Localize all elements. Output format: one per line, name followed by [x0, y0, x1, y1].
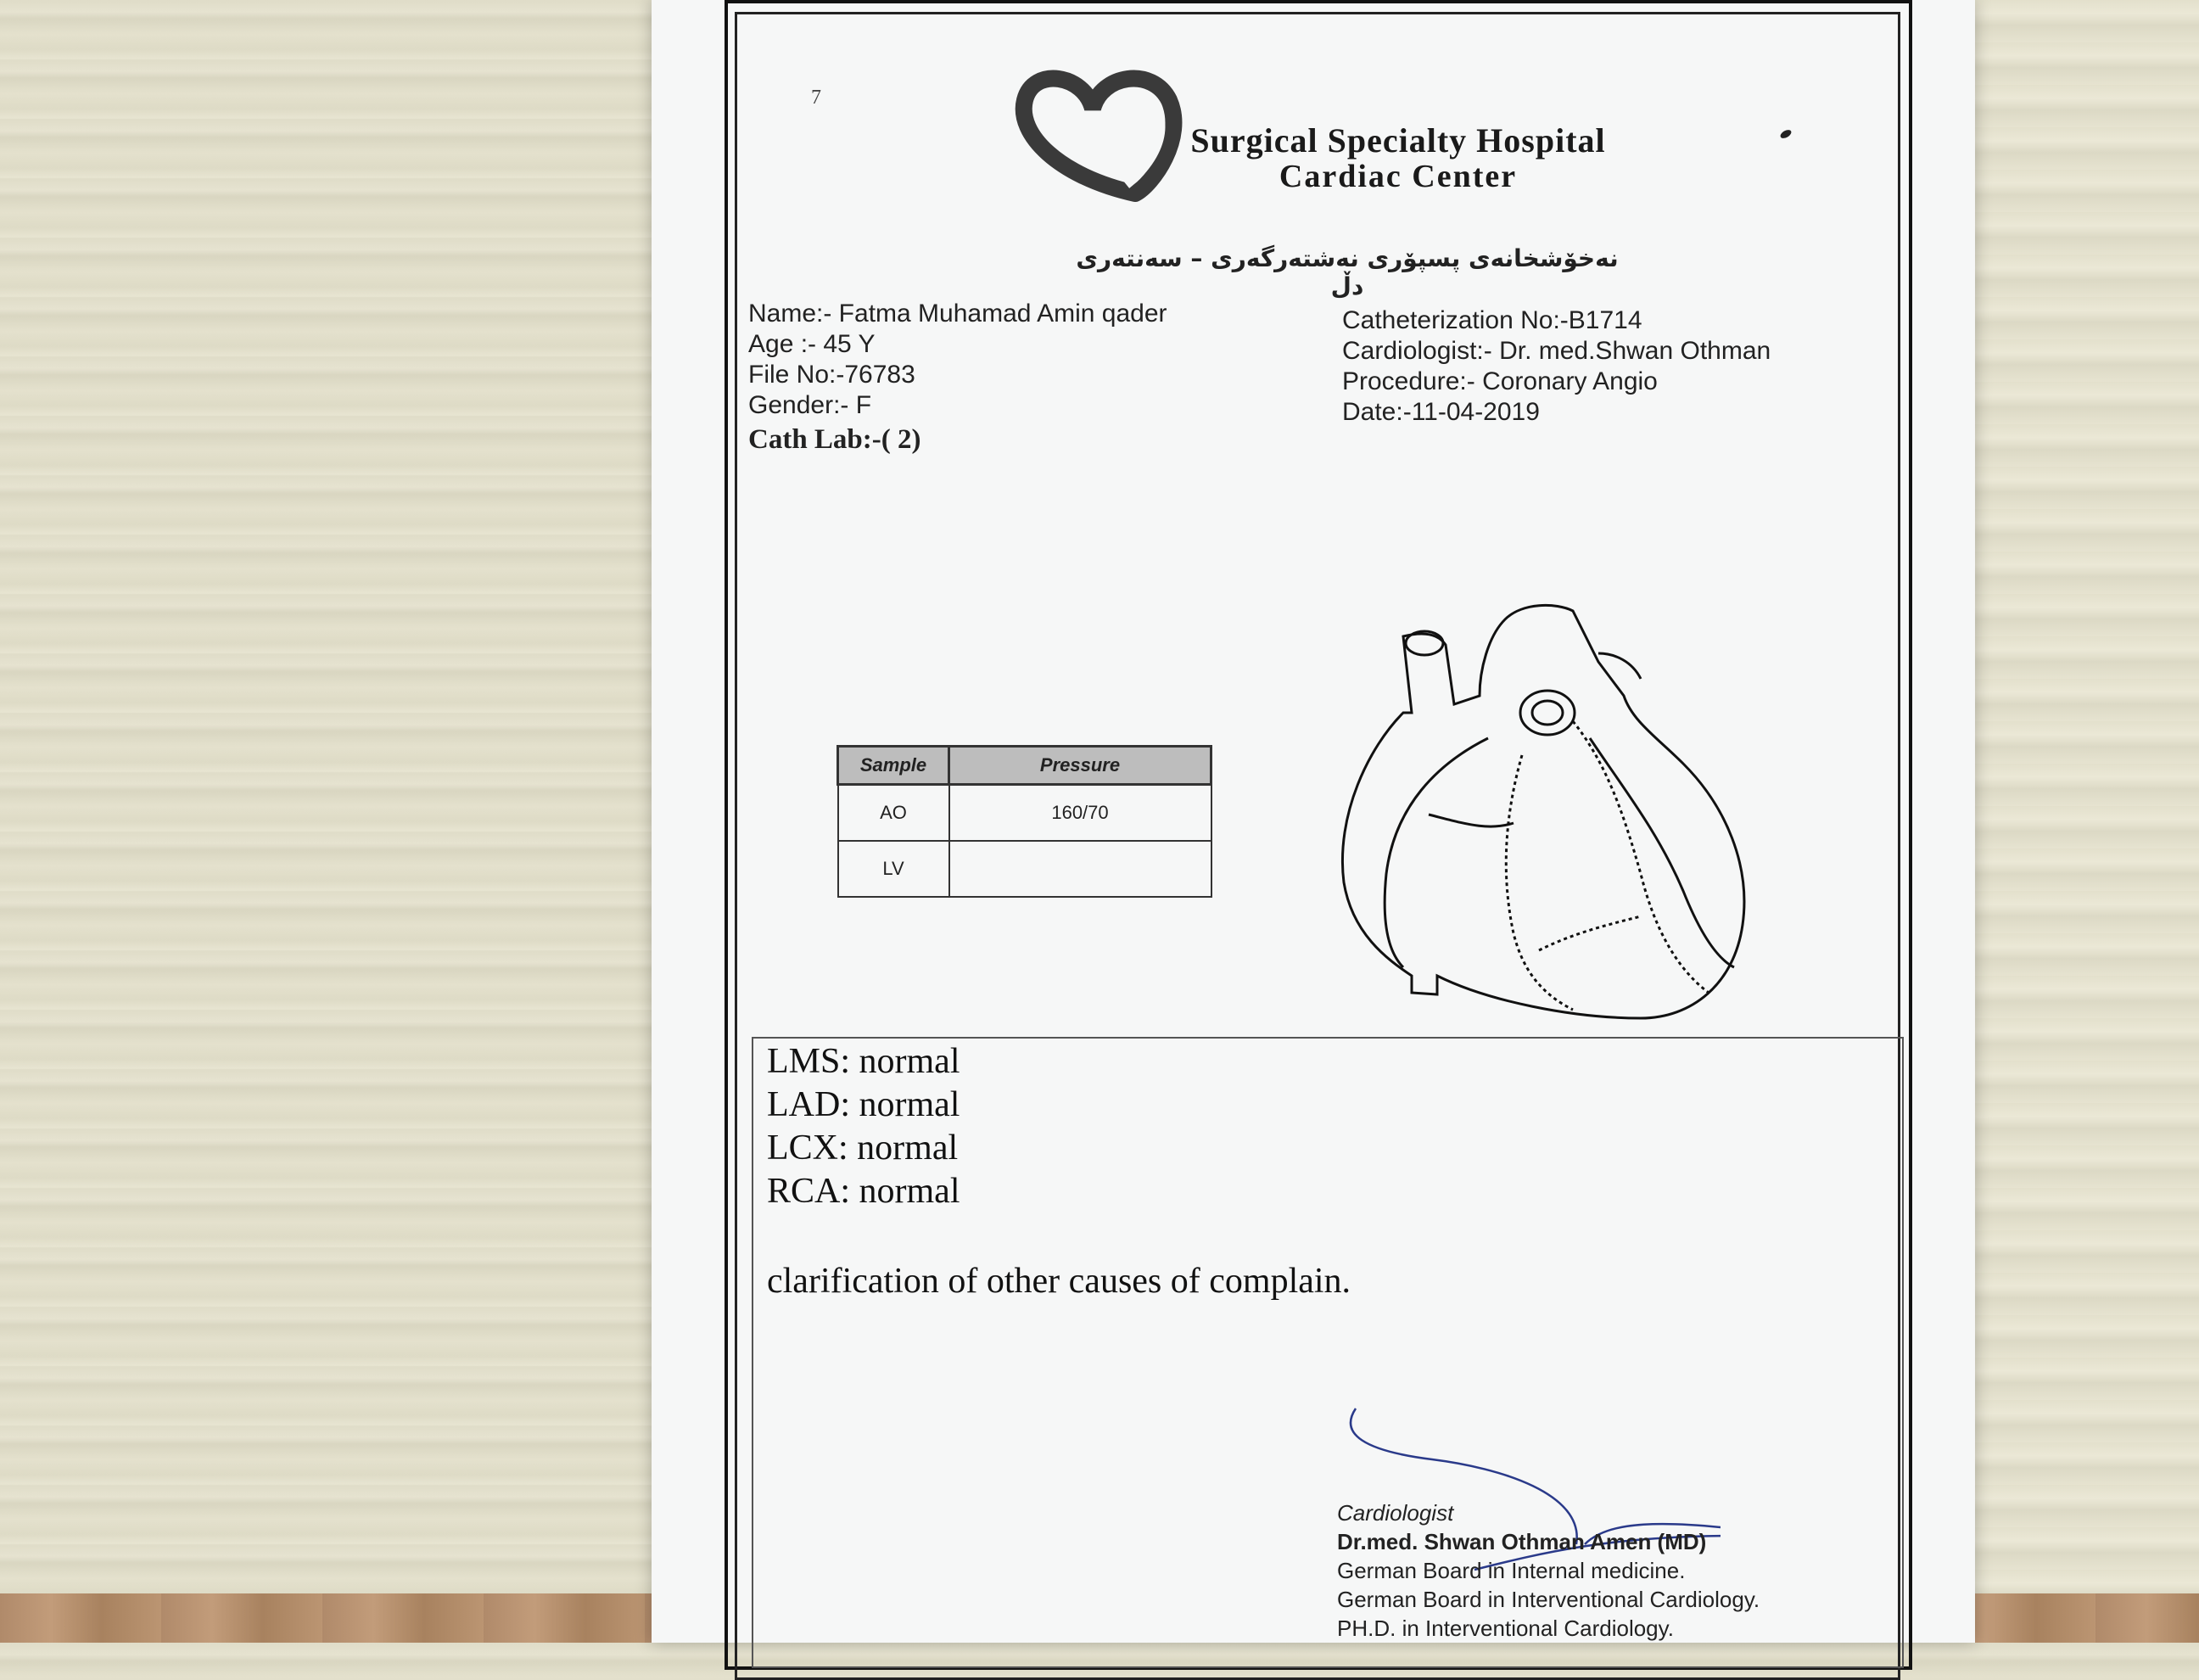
report-paper — [652, 0, 1975, 1643]
cardiologist: Cardiologist:- Dr. med.Shwan Othman — [1342, 337, 1771, 365]
sample-cell: LV — [838, 841, 949, 897]
hospital-name: Surgical Specialty Hospital — [1190, 121, 1606, 160]
procedure-type: Procedure:- Coronary Angio — [1342, 367, 1658, 395]
cath-lab: Cath Lab:-( 2) — [748, 424, 921, 455]
signature-title: Cardiologist — [1337, 1500, 1454, 1526]
header-pressure: Pressure — [949, 747, 1211, 785]
header-sample: Sample — [838, 747, 949, 785]
patient-file-no: File No:-76783 — [748, 361, 915, 389]
table-header-row — [838, 747, 1211, 785]
finding-lcx: LCX: normal — [767, 1128, 959, 1168]
table-row — [838, 841, 1211, 897]
signature-block — [1337, 1498, 1760, 1643]
findings-list — [767, 1040, 960, 1213]
signature-line-1: German Board in Internal medicine. — [1337, 1558, 1686, 1583]
procedure-info — [1342, 305, 1771, 428]
signature-name: Dr.med. Shwan Othman Amen (MD) — [1337, 1529, 1707, 1554]
finding-lms: LMS: normal — [767, 1042, 960, 1081]
desk-surface-right — [1970, 0, 2199, 1593]
pressure-table — [837, 745, 1212, 898]
center-name: Cardiac Center — [1279, 159, 1518, 194]
signature-line-3: PH.D. in Interventional Cardiology. — [1337, 1616, 1674, 1641]
finding-lad: LAD: normal — [767, 1085, 960, 1124]
conclusion: clarification of other causes of complain. — [767, 1262, 1351, 1301]
kurdish-hospital-name: نەخۆشخانەی پسپۆری نەشتەرگەری – سەنتەری دڵ — [1076, 244, 1619, 300]
pressure-cell — [949, 841, 1211, 897]
patient-gender: Gender:- F — [748, 391, 872, 419]
sample-cell: AO — [838, 785, 949, 842]
patient-name: Name:- Fatma Muhamad Amin qader — [748, 300, 1167, 328]
pressure-cell: 160/70 — [949, 785, 1211, 842]
patient-info — [748, 299, 1167, 455]
procedure-date: Date:-11-04-2019 — [1342, 398, 1540, 426]
patient-age: Age :- 45 Y — [748, 330, 876, 358]
heart-anatomy-diagram — [1318, 594, 1760, 1035]
finding-rca: RCA: normal — [767, 1172, 960, 1211]
catheterization-no: Catheterization No:-B1714 — [1342, 306, 1642, 334]
page-number: 7 — [811, 87, 821, 109]
table-row — [838, 785, 1211, 842]
signature-line-2: German Board in Interventional Cardiology. — [1337, 1587, 1760, 1612]
